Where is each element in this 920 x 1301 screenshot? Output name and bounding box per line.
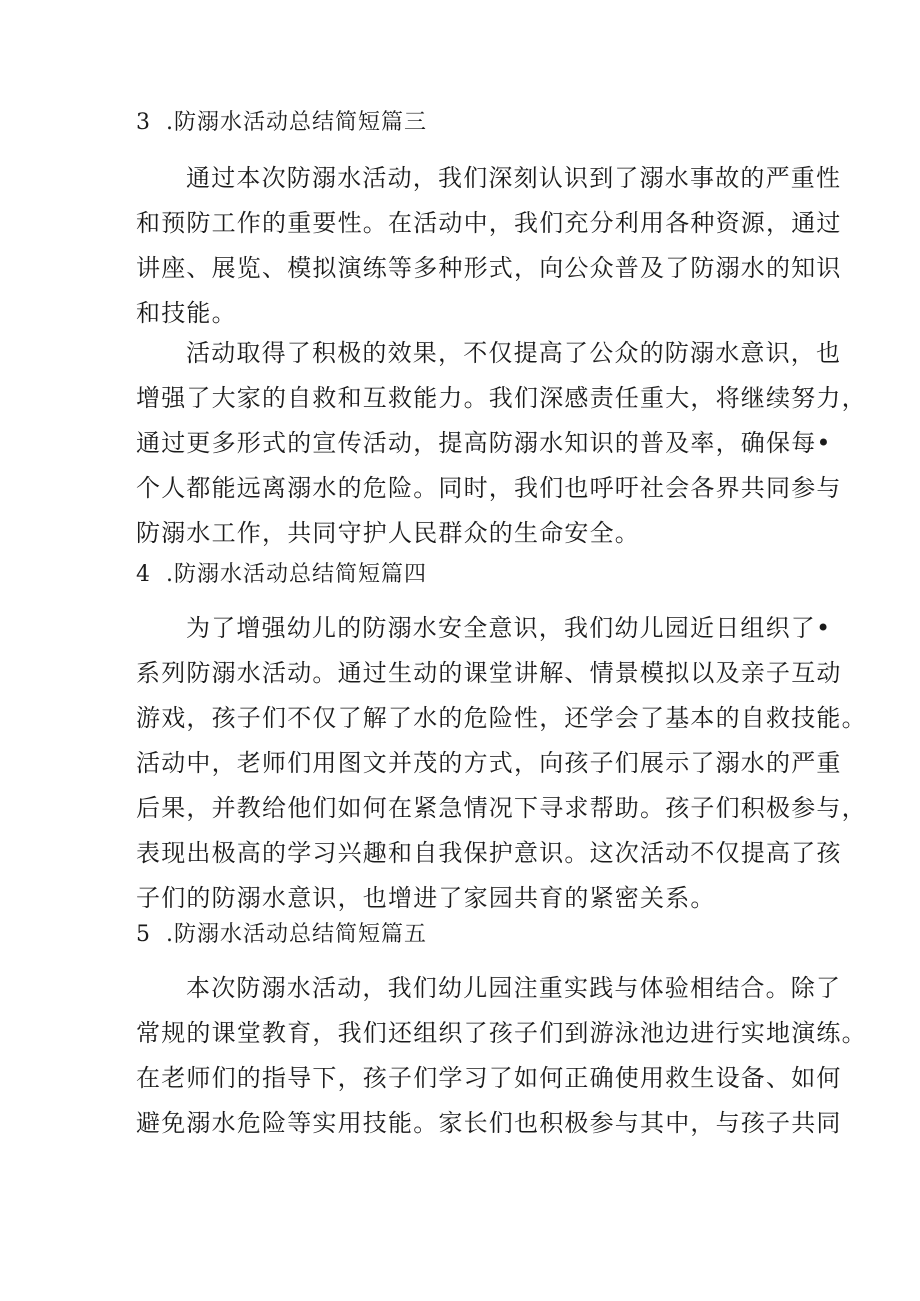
section-title: .防溺水活动总结简短篇五 [166, 922, 427, 947]
text-line: 防溺水工作，共同守护人民群众的生命安全。 [136, 519, 640, 547]
section-heading-3 [136, 108, 427, 138]
section-heading-5 [136, 920, 427, 950]
text-line: 和技能。 [136, 299, 237, 327]
text-line: 个人都能远离溺水的危险。同时，我们也呼吁社会各界共同参与 [136, 474, 842, 502]
text-line: 系列防溺水活动。通过生动的课堂讲解、情景模拟以及亲子互动 [136, 659, 842, 687]
text-line: 子们的防溺水意识，也增进了家园共育的紧密关系。 [136, 884, 716, 912]
text-line: 活动取得了积极的效果，不仅提高了公众的防溺水意识，也 [186, 339, 842, 367]
section-title: .防溺水活动总结简短篇三 [166, 110, 427, 135]
text-line: 在老师们的指导下，孩子们学习了如何正确使用救生设备、如何 [136, 1064, 842, 1092]
text-line: 通过本次防溺水活动，我们深刻认识到了溺水事故的严重性 [186, 164, 842, 192]
section-number: 4 [136, 562, 151, 587]
text-line: 为了增强幼儿的防溺水安全意识，我们幼儿园近日组织了• [186, 614, 832, 642]
text-line: 游戏，孩子们不仅了解了水的危险性，还学会了基本的自救技能。 [136, 704, 867, 732]
text-line: 常规的课堂教育，我们还组织了孩子们到游泳池边进行实地演练。 [136, 1019, 867, 1047]
text-line: 增强了大家的自救和互救能力。我们深感责任重大，将继续努力， [136, 384, 867, 412]
text-line: 讲座、展览、模拟演练等多种形式，向公众普及了防溺水的知识 [136, 254, 842, 282]
section-heading-4 [136, 560, 427, 590]
text-line: 表现出极高的学习兴趣和自我保护意识。这次活动不仅提高了孩 [136, 839, 842, 867]
section-number: 3 [136, 110, 151, 135]
section-title: .防溺水活动总结简短篇四 [166, 562, 427, 587]
text-line: 通过更多形式的宣传活动，提高防溺水知识的普及率，确保每• [136, 429, 832, 457]
text-line: 避免溺水危险等实用技能。家长们也积极参与其中，与孩子共同 [136, 1109, 842, 1137]
text-line: 和预防工作的重要性。在活动中，我们充分利用各种资源，通过 [136, 209, 842, 237]
section-number: 5 [136, 922, 151, 947]
text-line: 本次防溺水活动，我们幼儿园注重实践与体验相结合。除了 [186, 974, 842, 1002]
text-line: 活动中，老师们用图文并茂的方式，向孩子们展示了溺水的严重 [136, 749, 842, 777]
text-line: 后果，并教给他们如何在紧急情况下寻求帮助。孩子们积极参与， [136, 794, 867, 822]
